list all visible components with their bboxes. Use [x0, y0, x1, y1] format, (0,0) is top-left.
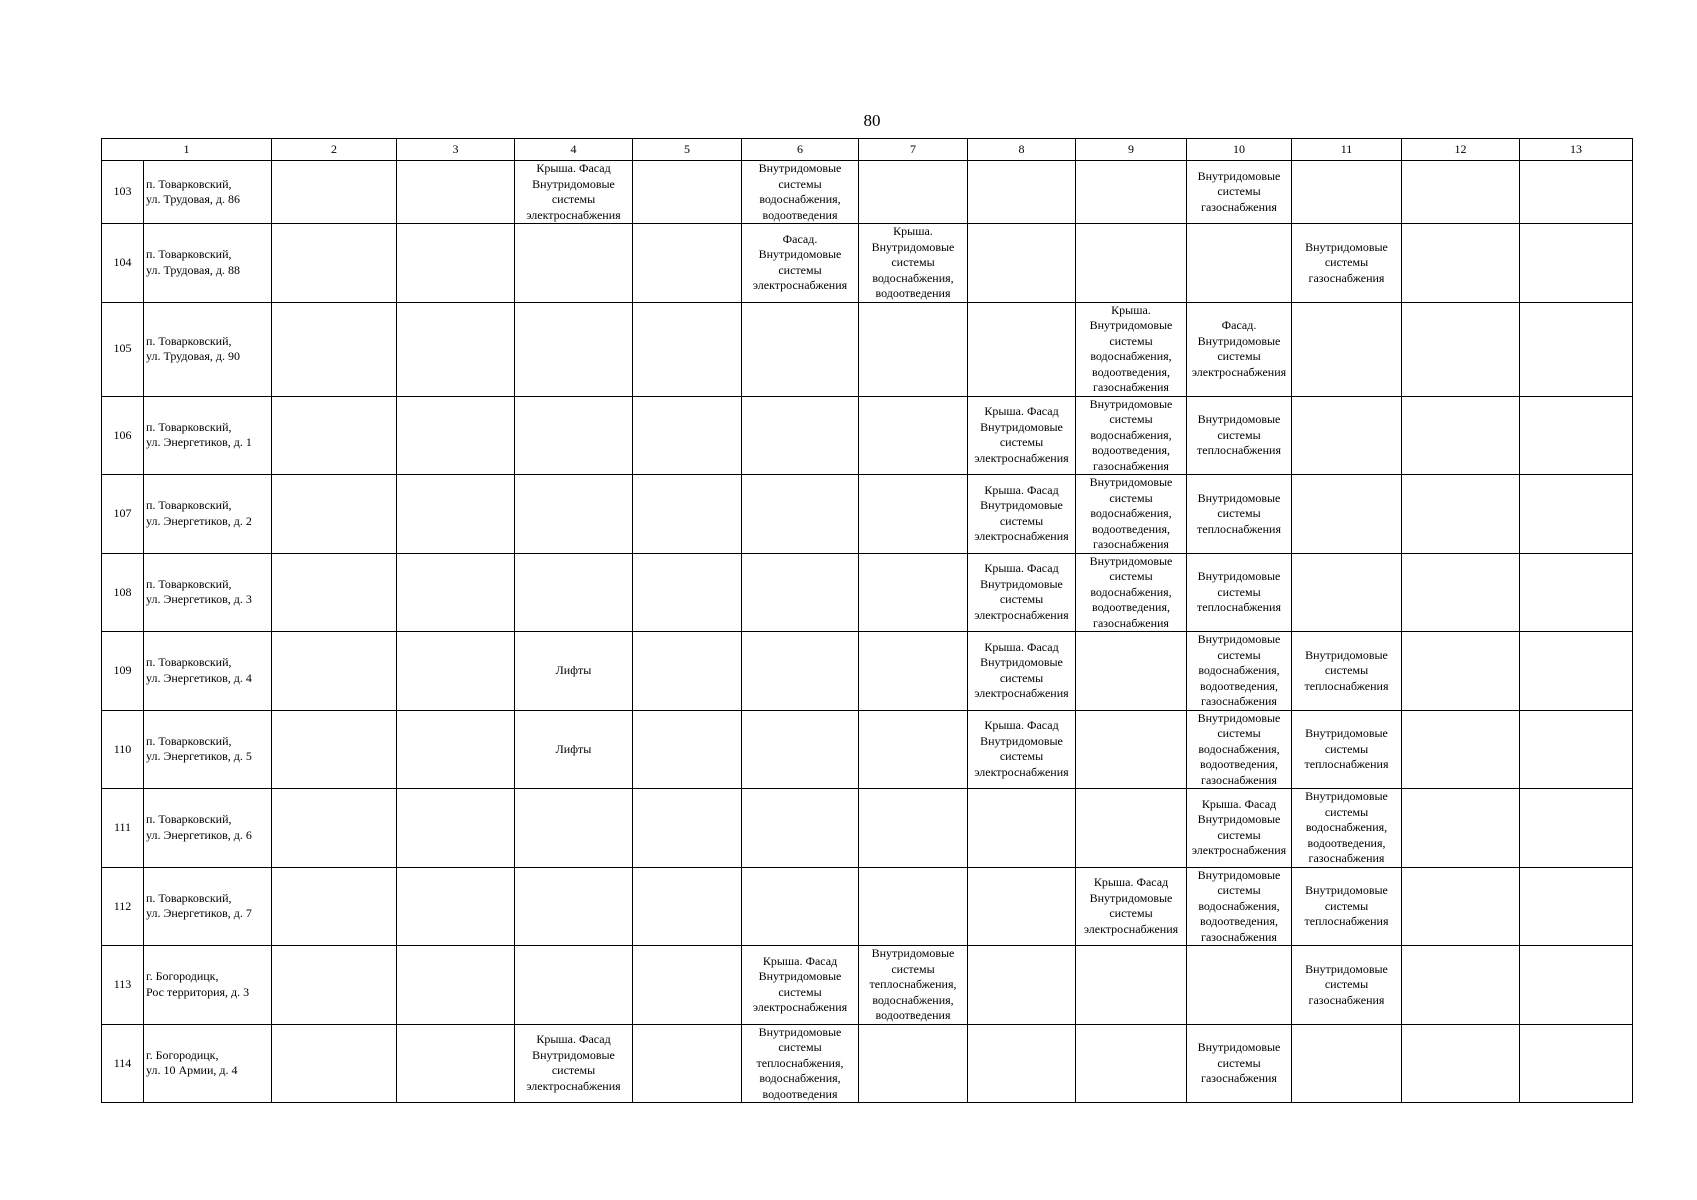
work-cell — [1187, 946, 1292, 1025]
work-cell — [859, 710, 968, 789]
column-header: 9 — [1076, 139, 1187, 161]
work-cell — [1292, 396, 1402, 475]
work-cell — [1187, 224, 1292, 303]
table-row — [102, 475, 1633, 554]
work-cell — [1187, 302, 1292, 396]
table-row — [102, 161, 1633, 224]
row-number: 113 — [102, 946, 144, 1025]
work-text: Внутридомовые системы водоснабжения, водоотведения, газоснабжения — [1197, 710, 1281, 787]
table-row — [102, 302, 1633, 396]
column-header: 6 — [742, 139, 859, 161]
table-row — [102, 789, 1633, 868]
work-cell — [1402, 553, 1520, 632]
column-header: 1 — [102, 139, 272, 161]
header-row — [102, 139, 1633, 161]
work-text: Лифты — [555, 741, 592, 756]
work-cell — [1076, 161, 1187, 224]
work-cell — [515, 632, 633, 711]
work-cell — [859, 789, 968, 868]
work-cell — [515, 475, 633, 554]
work-cell — [968, 946, 1076, 1025]
work-cell — [1187, 789, 1292, 868]
work-cell — [1402, 224, 1520, 303]
work-cell — [1292, 867, 1402, 946]
work-cell — [515, 224, 633, 303]
work-cell — [1292, 553, 1402, 632]
work-text: Крыша. Фасад Внутридомовые системы электроснабжения — [974, 639, 1069, 701]
work-cell — [272, 475, 397, 554]
column-header: 12 — [1402, 139, 1520, 161]
address-text: г. Богородицк, Рос территория, д. 3 — [146, 969, 250, 999]
address-cell — [144, 553, 272, 632]
work-cell — [1520, 161, 1633, 224]
row-number: 107 — [102, 475, 144, 554]
work-cell — [397, 1024, 515, 1103]
work-cell — [633, 161, 742, 224]
work-cell — [272, 553, 397, 632]
work-text: Крыша. Фасад Внутридомовые системы электроснабжения — [526, 1032, 621, 1093]
work-cell — [1520, 302, 1633, 396]
work-cell — [968, 396, 1076, 475]
work-text: Крыша. Фасад Внутридомовые системы электроснабжения — [752, 953, 848, 1015]
work-cell — [1292, 710, 1402, 789]
row-number: 111 — [102, 789, 144, 868]
work-text: Крыша. Внутридомовые системы водоснабжения, водоотведения, газоснабжения — [1089, 302, 1173, 394]
address-cell — [144, 224, 272, 303]
work-cell — [633, 302, 742, 396]
work-cell — [515, 1024, 633, 1103]
work-cell — [397, 396, 515, 475]
work-text: Внутридомовые системы водоснабжения, водоотведения, газоснабжения — [1089, 475, 1173, 551]
work-text: Внутридомовые системы теплоснабжения — [1197, 412, 1281, 457]
work-cell — [272, 632, 397, 711]
table-row — [102, 396, 1633, 475]
address-cell — [144, 475, 272, 554]
work-cell — [1292, 224, 1402, 303]
address-cell — [144, 789, 272, 868]
work-cell — [1076, 632, 1187, 711]
work-cell — [633, 789, 742, 868]
work-text: Внутридомовые системы теплоснабжения — [1197, 490, 1281, 536]
work-text: Внутридомовые системы теплоснабжения — [1304, 647, 1389, 693]
work-cell — [1402, 302, 1520, 396]
work-cell — [1402, 710, 1520, 789]
work-cell — [742, 1024, 859, 1103]
work-cell — [742, 553, 859, 632]
work-cell — [1402, 867, 1520, 946]
work-cell — [397, 161, 515, 224]
address-cell — [144, 1024, 272, 1103]
address-text: п. Товарковский, ул. Энергетиков, д. 1 — [146, 419, 252, 450]
work-cell — [1520, 632, 1633, 711]
work-cell — [1292, 632, 1402, 711]
work-text: Внутридомовые системы газоснабжения — [1305, 961, 1388, 1007]
address-text: п. Товарковский, ул. Трудовая, д. 86 — [146, 176, 240, 206]
work-text: Внутридомовые системы водоснабжения, водоотведения, газоснабжения — [1089, 553, 1173, 630]
work-cell — [515, 710, 633, 789]
work-text: Крыша. Внутридомовые системы водоснабжения, водоотведения — [871, 224, 955, 300]
work-cell — [1520, 224, 1633, 303]
work-cell — [742, 710, 859, 789]
work-text: Внутридомовые системы теплоснабжения — [1304, 883, 1389, 928]
work-cell — [968, 1024, 1076, 1103]
work-cell — [1402, 396, 1520, 475]
work-cell — [272, 302, 397, 396]
address-text: п. Товарковский, ул. Энергетиков, д. 2 — [146, 498, 252, 528]
work-cell — [397, 475, 515, 554]
work-cell — [515, 553, 633, 632]
work-cell — [1076, 946, 1187, 1025]
address-text: п. Товарковский, ул. Энергетиков, д. 5 — [146, 733, 252, 764]
work-cell — [1076, 475, 1187, 554]
work-cell — [397, 867, 515, 946]
work-cell — [742, 475, 859, 554]
work-cell — [859, 1024, 968, 1103]
column-header: 4 — [515, 139, 633, 161]
address-cell — [144, 302, 272, 396]
address-cell — [144, 867, 272, 946]
work-cell — [968, 867, 1076, 946]
work-text: Фасад. Внутридомовые системы электроснабжения — [752, 231, 848, 293]
work-cell — [633, 867, 742, 946]
address-cell — [144, 946, 272, 1025]
work-cell — [397, 946, 515, 1025]
work-cell — [859, 396, 968, 475]
column-header: 7 — [859, 139, 968, 161]
work-cell — [1076, 867, 1187, 946]
work-cell — [968, 475, 1076, 554]
work-cell — [1402, 1024, 1520, 1103]
table-row — [102, 1024, 1633, 1103]
table-row — [102, 946, 1633, 1025]
column-header: 13 — [1520, 139, 1633, 161]
work-cell — [1187, 553, 1292, 632]
work-text: Крыша. Фасад Внутридомовые системы электроснабжения — [974, 718, 1069, 779]
work-cell — [515, 946, 633, 1025]
work-cell — [859, 475, 968, 554]
row-number: 110 — [102, 710, 144, 789]
work-text: Крыша. Фасад Внутридомовые системы электроснабжения — [1191, 796, 1287, 858]
work-cell — [633, 475, 742, 554]
work-cell — [1187, 475, 1292, 554]
work-cell — [1520, 867, 1633, 946]
work-cell — [397, 710, 515, 789]
work-cell — [515, 789, 633, 868]
work-text: Крыша. Фасад Внутридомовые системы электроснабжения — [974, 482, 1069, 544]
column-header: 3 — [397, 139, 515, 161]
address-text: п. Товарковский, ул. Энергетиков, д. 6 — [146, 812, 252, 842]
work-cell — [1292, 946, 1402, 1025]
column-header: 11 — [1292, 139, 1402, 161]
work-cell — [1520, 396, 1633, 475]
work-text: Внутридомовые системы водоснабжения, водоотведения — [758, 161, 842, 222]
work-cell — [1187, 396, 1292, 475]
work-cell — [742, 946, 859, 1025]
work-cell — [968, 632, 1076, 711]
work-cell — [633, 553, 742, 632]
address-text: п. Товарковский, ул. Энергетиков, д. 7 — [146, 890, 252, 921]
work-cell — [633, 1024, 742, 1103]
address-cell — [144, 632, 272, 711]
work-cell — [1292, 161, 1402, 224]
work-cell — [859, 553, 968, 632]
work-text: Фасад. Внутридомовые системы электроснабжения — [1191, 318, 1287, 379]
work-cell — [1402, 632, 1520, 711]
work-cell — [515, 867, 633, 946]
work-cell — [742, 632, 859, 711]
work-cell — [1292, 475, 1402, 554]
table-row — [102, 553, 1633, 632]
work-cell — [1187, 867, 1292, 946]
work-cell — [1076, 710, 1187, 789]
work-text: Внутридомовые системы газоснабжения — [1305, 239, 1388, 285]
work-cell — [742, 867, 859, 946]
work-cell — [968, 161, 1076, 224]
work-cell — [397, 553, 515, 632]
page-number: 80 — [863, 111, 881, 130]
work-cell — [742, 789, 859, 868]
work-cell — [1292, 1024, 1402, 1103]
work-cell — [968, 302, 1076, 396]
work-cell — [397, 302, 515, 396]
address-cell — [144, 161, 272, 224]
work-cell — [742, 396, 859, 475]
table-row — [102, 632, 1633, 711]
work-text: Крыша. Фасад Внутридомовые системы электроснабжения — [1083, 875, 1179, 936]
work-text: Крыша. Фасад Внутридомовые системы электроснабжения — [974, 404, 1069, 465]
work-cell — [968, 710, 1076, 789]
work-cell — [859, 161, 968, 224]
row-number: 109 — [102, 632, 144, 711]
work-cell — [272, 161, 397, 224]
row-number: 105 — [102, 302, 144, 396]
work-cell — [272, 946, 397, 1025]
work-text: Внутридомовые системы теплоснабжения — [1304, 726, 1389, 771]
row-number: 106 — [102, 396, 144, 475]
work-text: Внутридомовые системы водоснабжения, водоотведения, газоснабжения — [1305, 789, 1388, 865]
work-cell — [1187, 710, 1292, 789]
address-text: п. Товарковский, ул. Трудовая, д. 88 — [146, 247, 240, 277]
work-cell — [397, 632, 515, 711]
work-cell — [633, 632, 742, 711]
table-row — [102, 224, 1633, 303]
work-text: Внутридомовые системы водоснабжения, водоотведения, газоснабжения — [1197, 632, 1281, 708]
table-row — [102, 867, 1633, 946]
work-cell — [633, 396, 742, 475]
work-cell — [968, 224, 1076, 303]
work-cell — [272, 224, 397, 303]
work-cell — [633, 946, 742, 1025]
work-cell — [1520, 553, 1633, 632]
work-cell — [1520, 475, 1633, 554]
work-cell — [515, 302, 633, 396]
work-cell — [633, 224, 742, 303]
repair-schedule-table — [101, 138, 1633, 1103]
work-cell — [859, 867, 968, 946]
work-cell — [272, 1024, 397, 1103]
work-cell — [633, 710, 742, 789]
work-cell — [1292, 302, 1402, 396]
work-cell — [272, 710, 397, 789]
table-row — [102, 710, 1633, 789]
work-cell — [1520, 789, 1633, 868]
row-number: 108 — [102, 553, 144, 632]
work-cell — [397, 789, 515, 868]
work-cell — [968, 553, 1076, 632]
address-text: п. Товарковский, ул. Энергетиков, д. 3 — [146, 576, 252, 607]
work-cell — [1076, 553, 1187, 632]
row-number: 112 — [102, 867, 144, 946]
work-cell — [1187, 632, 1292, 711]
row-number: 103 — [102, 161, 144, 224]
work-cell — [515, 396, 633, 475]
work-cell — [1402, 161, 1520, 224]
work-cell — [859, 946, 968, 1025]
work-cell — [1402, 789, 1520, 868]
work-cell — [859, 302, 968, 396]
work-text: Внутридомовые системы теплоснабжения — [1197, 569, 1281, 614]
work-cell — [742, 224, 859, 303]
work-text: Внутридомовые системы газоснабжения — [1197, 1040, 1281, 1085]
work-text: Крыша. Фасад Внутридомовые системы электроснабжения — [526, 161, 621, 222]
work-text: Внутридомовые системы теплоснабжения, водоснабжения, водоотведения — [869, 946, 957, 1022]
work-cell — [1076, 224, 1187, 303]
address-text: п. Товарковский, ул. Энергетиков, д. 4 — [146, 655, 252, 685]
work-cell — [742, 161, 859, 224]
column-header: 8 — [968, 139, 1076, 161]
work-cell — [1187, 1024, 1292, 1103]
address-text: г. Богородицк, ул. 10 Армии, д. 4 — [146, 1047, 238, 1078]
address-cell — [144, 396, 272, 475]
row-number: 104 — [102, 224, 144, 303]
column-header: 5 — [633, 139, 742, 161]
work-cell — [1402, 475, 1520, 554]
work-cell — [272, 789, 397, 868]
work-cell — [1076, 396, 1187, 475]
work-cell — [272, 867, 397, 946]
work-cell — [1520, 946, 1633, 1025]
work-text: Лифты — [555, 663, 592, 677]
row-number: 114 — [102, 1024, 144, 1103]
work-cell — [859, 632, 968, 711]
work-cell — [742, 302, 859, 396]
work-cell — [1076, 1024, 1187, 1103]
work-cell — [859, 224, 968, 303]
work-cell — [968, 789, 1076, 868]
work-text: Внутридомовые системы водоснабжения, водоотведения, газоснабжения — [1089, 396, 1173, 473]
column-header: 10 — [1187, 139, 1292, 161]
work-cell — [1187, 161, 1292, 224]
work-text: Внутридомовые системы газоснабжения — [1197, 168, 1281, 214]
address-cell — [144, 710, 272, 789]
work-text: Крыша. Фасад Внутридомовые системы электроснабжения — [974, 561, 1069, 622]
work-cell — [1076, 302, 1187, 396]
work-cell — [1520, 1024, 1633, 1103]
work-cell — [1292, 789, 1402, 868]
work-cell — [1520, 710, 1633, 789]
work-text: Внутридомовые системы теплоснабжения, водоснабжения, водоотведения — [756, 1024, 844, 1101]
work-cell — [397, 224, 515, 303]
address-text: п. Товарковский, ул. Трудовая, д. 90 — [146, 333, 240, 363]
work-cell — [1402, 946, 1520, 1025]
work-text: Внутридомовые системы водоснабжения, водоотведения, газоснабжения — [1197, 867, 1281, 944]
work-cell — [1076, 789, 1187, 868]
work-cell — [515, 161, 633, 224]
work-cell — [272, 396, 397, 475]
column-header: 2 — [272, 139, 397, 161]
